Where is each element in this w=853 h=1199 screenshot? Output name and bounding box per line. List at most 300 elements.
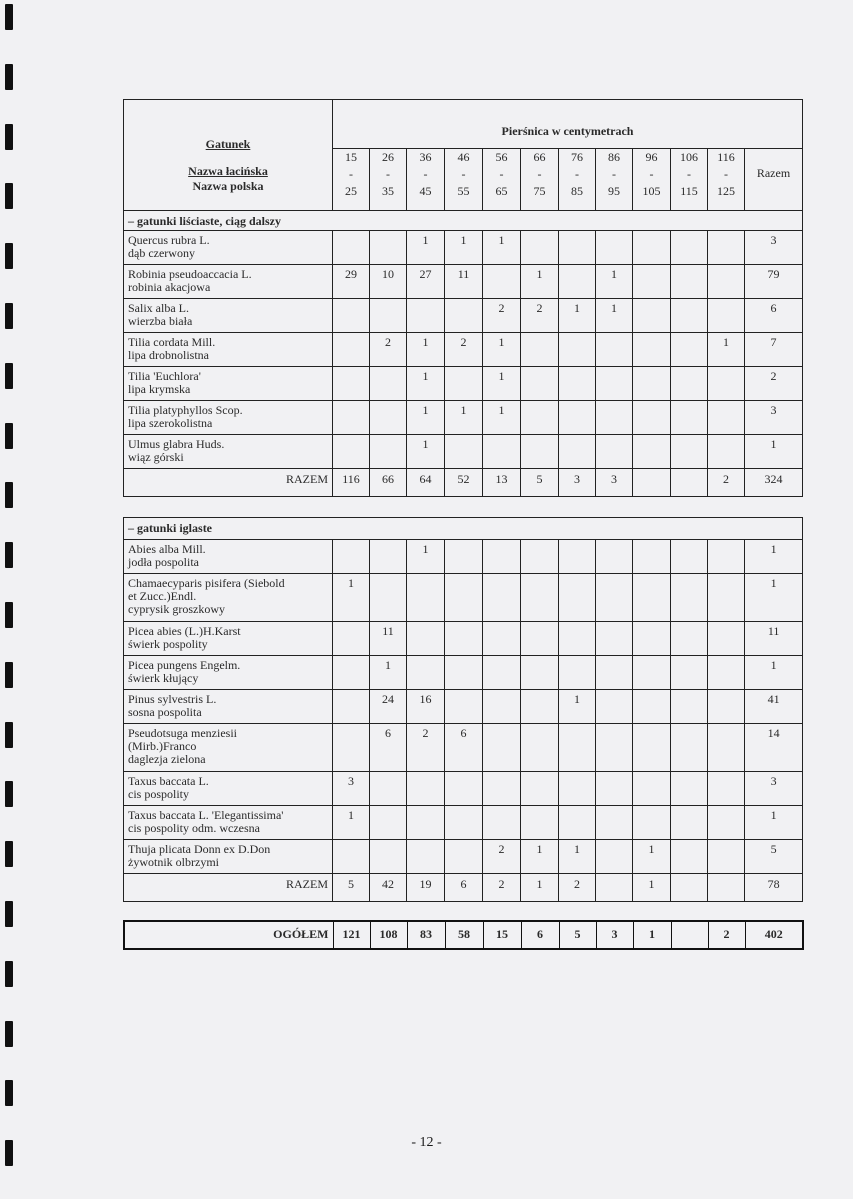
count-cell: [596, 690, 633, 724]
count-cell: [559, 401, 596, 435]
species-name-cell: [124, 574, 333, 622]
count-cell: [633, 299, 671, 333]
count-cell: [633, 231, 671, 265]
count-cell: [671, 401, 708, 435]
binding-ring: [5, 662, 13, 688]
species-name-cell: [124, 367, 333, 401]
count-cell: [633, 333, 671, 367]
latin-name: Taxus baccata L.: [128, 774, 209, 788]
range-to: 55: [457, 184, 470, 198]
count-cell: [671, 840, 708, 874]
count-cell: [559, 806, 596, 840]
range-from: 15: [345, 150, 357, 164]
count-cell: 1: [407, 435, 445, 469]
row-total-cell: 6: [745, 299, 803, 333]
grand-total-cell: 5: [559, 921, 596, 949]
count-cell: [708, 656, 745, 690]
count-cell: [445, 772, 483, 806]
count-cell: [671, 690, 708, 724]
latin-name: Pseudotsuga menziesii: [128, 726, 237, 740]
count-cell: [333, 656, 370, 690]
polish-name: cis pospolity: [128, 787, 190, 801]
count-cell: 29: [333, 265, 370, 299]
count-cell: [370, 231, 407, 265]
count-cell: 1: [596, 265, 633, 299]
binding-ring: [5, 243, 13, 269]
count-cell: [333, 724, 370, 772]
count-cell: [521, 574, 559, 622]
section-coniferous-title: – gatunki iglaste: [124, 518, 803, 540]
species-name-cell: [124, 690, 333, 724]
grand-total-cell: 2: [708, 921, 745, 949]
count-cell: [483, 540, 521, 574]
count-cell: [483, 435, 521, 469]
section-deciduous-title: – gatunki liściaste, ciąg dalszy: [124, 211, 803, 231]
count-cell: [407, 806, 445, 840]
species-row: [124, 231, 803, 265]
row-total-cell: 1: [745, 806, 803, 840]
count-cell: [370, 806, 407, 840]
polish-name: lipa drobnolistna: [128, 348, 209, 362]
range-from: 26: [382, 150, 394, 164]
count-cell: [483, 772, 521, 806]
count-cell: [708, 265, 745, 299]
range-from: 86: [608, 150, 620, 164]
range-to: 115: [680, 184, 698, 198]
polish-name-header: Nazwa polska: [192, 178, 264, 193]
count-cell: [633, 540, 671, 574]
row-total-cell: 3: [745, 772, 803, 806]
section-total-cell: [708, 874, 745, 902]
species-row: [124, 840, 803, 874]
section-total-cell: 2: [483, 874, 521, 902]
species-header: [124, 100, 333, 211]
binding-ring: [5, 183, 13, 209]
count-cell: [559, 265, 596, 299]
count-cell: [559, 231, 596, 265]
count-cell: [407, 840, 445, 874]
count-cell: [370, 367, 407, 401]
species-row: [124, 367, 803, 401]
count-cell: [671, 299, 708, 333]
count-cell: 1: [559, 840, 596, 874]
count-cell: [445, 806, 483, 840]
species-row: [124, 772, 803, 806]
count-cell: [633, 656, 671, 690]
count-cell: [333, 231, 370, 265]
count-cell: [596, 622, 633, 656]
coniferous-species-table: [123, 517, 803, 902]
count-cell: [483, 656, 521, 690]
polish-name: świerk kłujący: [128, 671, 199, 685]
row-total-cell: 3: [745, 401, 803, 435]
polish-name: jodła pospolita: [128, 555, 199, 569]
count-cell: 11: [370, 622, 407, 656]
species-row: [124, 656, 803, 690]
species-row: [124, 435, 803, 469]
polish-name: wierzba biała: [128, 314, 193, 328]
count-cell: 1: [521, 840, 559, 874]
count-cell: [708, 806, 745, 840]
dbh-range-header: [596, 149, 633, 211]
polish-name: sosna pospolita: [128, 705, 202, 719]
species-name-cell: [124, 333, 333, 367]
count-cell: [596, 540, 633, 574]
count-cell: [671, 231, 708, 265]
count-cell: [596, 401, 633, 435]
range-to: 125: [717, 184, 735, 198]
count-cell: [596, 772, 633, 806]
section-total-label: RAZEM: [124, 469, 333, 497]
count-cell: [521, 724, 559, 772]
range-dash: -: [724, 167, 728, 181]
range-from: 46: [457, 150, 470, 164]
grand-total-cell: 58: [445, 921, 483, 949]
section-total-cell: 2: [559, 874, 596, 902]
section-total-cell: [633, 469, 671, 497]
dbh-range-header: [559, 149, 596, 211]
dbh-range-header: [483, 149, 521, 211]
count-cell: 1: [445, 231, 483, 265]
binding-ring: [5, 363, 13, 389]
gatunek-header: Gatunek: [205, 136, 251, 151]
section-total-label: RAZEM: [124, 874, 333, 902]
count-cell: [708, 574, 745, 622]
polish-name: lipa szerokolistna: [128, 416, 213, 430]
count-cell: [671, 333, 708, 367]
count-cell: 1: [559, 299, 596, 333]
row-total-cell: 7: [745, 333, 803, 367]
range-dash: -: [687, 167, 691, 181]
latin-name: Picea pungens Engelm.: [128, 658, 241, 672]
grand-total-cell: 6: [521, 921, 559, 949]
polish-name: cis pospolity odm. wczesna: [128, 821, 260, 835]
count-cell: [633, 724, 671, 772]
range-dash: -: [575, 167, 579, 181]
row-total-cell: 79: [745, 265, 803, 299]
polish-name: cyprysik groszkowy: [128, 602, 225, 616]
count-cell: [671, 265, 708, 299]
count-cell: [445, 656, 483, 690]
count-cell: [370, 299, 407, 333]
count-cell: [370, 435, 407, 469]
binding-ring: [5, 602, 13, 628]
range-dash: -: [649, 167, 654, 181]
species-row: [124, 724, 803, 772]
species-row: [124, 299, 803, 333]
count-cell: 1: [521, 265, 559, 299]
dbh-range-header: [521, 149, 559, 211]
count-cell: [521, 231, 559, 265]
latin-name: Thuja plicata Donn ex D.Don: [128, 842, 271, 856]
count-cell: 1: [407, 401, 445, 435]
count-cell: [370, 772, 407, 806]
count-cell: 1: [483, 367, 521, 401]
section-total-cell: 3: [559, 469, 596, 497]
count-cell: [483, 265, 521, 299]
count-cell: [521, 401, 559, 435]
count-cell: [445, 840, 483, 874]
count-cell: [445, 690, 483, 724]
range-from: 76: [571, 150, 583, 164]
species-row: [124, 265, 803, 299]
species-row: [124, 806, 803, 840]
count-cell: [483, 622, 521, 656]
count-cell: [633, 690, 671, 724]
binding-ring: [5, 482, 13, 508]
razem-header: Razem: [745, 149, 803, 211]
section-total-row: [124, 469, 803, 497]
count-cell: [521, 333, 559, 367]
count-cell: [407, 772, 445, 806]
count-cell: [708, 401, 745, 435]
latin-name: Salix alba L.: [128, 301, 189, 315]
section-total-cell: 13: [483, 469, 521, 497]
count-cell: [521, 435, 559, 469]
count-cell: [333, 367, 370, 401]
count-cell: [559, 333, 596, 367]
count-cell: [559, 622, 596, 656]
species-name-cell: [124, 540, 333, 574]
count-cell: [596, 367, 633, 401]
section-total-cell: 66: [370, 469, 407, 497]
latin-name: Picea abies (L.)H.Karst: [128, 624, 241, 638]
latin-name: Tilia platyphyllos Scop.: [128, 403, 243, 417]
count-cell: [370, 840, 407, 874]
row-total-cell: 11: [745, 622, 803, 656]
range-from: 116: [717, 150, 735, 164]
count-cell: [633, 367, 671, 401]
dbh-range-header: [671, 149, 708, 211]
count-cell: [521, 367, 559, 401]
count-cell: 2: [521, 299, 559, 333]
count-cell: 16: [407, 690, 445, 724]
count-cell: 1: [483, 231, 521, 265]
species-name-cell: [124, 840, 333, 874]
binding-ring: [5, 423, 13, 449]
section-total-cell: 1: [633, 874, 671, 902]
binding-ring: [5, 722, 13, 748]
count-cell: [596, 231, 633, 265]
count-cell: [445, 367, 483, 401]
section-grand-cell: 324: [745, 469, 803, 497]
count-cell: [333, 622, 370, 656]
count-cell: [633, 772, 671, 806]
count-cell: [483, 724, 521, 772]
range-to: 105: [642, 184, 661, 198]
deciduous-species-table: [123, 99, 803, 497]
range-to: 75: [533, 184, 546, 198]
count-cell: [483, 574, 521, 622]
latin-name-header: Nazwa łacińska: [188, 163, 268, 178]
count-cell: 2: [407, 724, 445, 772]
count-cell: [671, 574, 708, 622]
count-cell: [521, 772, 559, 806]
count-cell: 27: [407, 265, 445, 299]
dbh-range-header: [633, 149, 671, 211]
count-cell: [671, 367, 708, 401]
count-cell: [596, 806, 633, 840]
count-cell: 1: [407, 367, 445, 401]
range-to: 65: [495, 184, 508, 198]
count-cell: [596, 840, 633, 874]
polish-name: dąb czerwony: [128, 246, 195, 260]
count-cell: [671, 540, 708, 574]
range-dash: -: [612, 167, 616, 181]
polish-name: żywotnik olbrzymi: [128, 855, 219, 869]
latin-name: Ulmus glabra Huds.: [128, 437, 225, 451]
count-cell: 1: [407, 231, 445, 265]
species-row: [124, 622, 803, 656]
row-total-cell: 1: [745, 574, 803, 622]
grand-total-label: OGÓŁEM: [124, 921, 333, 949]
count-cell: [596, 574, 633, 622]
row-total-cell: 5: [745, 840, 803, 874]
dbh-header-label: Pierśnica w centymetrach: [501, 123, 634, 138]
count-cell: [708, 435, 745, 469]
count-cell: 2: [483, 299, 521, 333]
count-cell: [559, 540, 596, 574]
count-cell: [708, 540, 745, 574]
count-cell: 1: [370, 656, 407, 690]
row-total-cell: 3: [745, 231, 803, 265]
row-total-cell: 1: [745, 656, 803, 690]
count-cell: [708, 231, 745, 265]
count-cell: [445, 622, 483, 656]
grand-total-cell: [671, 921, 708, 949]
species-row: [124, 690, 803, 724]
section-total-cell: 1: [521, 874, 559, 902]
count-cell: 1: [559, 690, 596, 724]
binding-ring: [5, 64, 13, 90]
count-cell: 1: [333, 574, 370, 622]
binding-ring: [5, 4, 13, 30]
count-cell: [671, 806, 708, 840]
row-total-cell: 1: [745, 435, 803, 469]
count-cell: [407, 574, 445, 622]
count-cell: [708, 724, 745, 772]
polish-name: lipa krymska: [128, 382, 191, 396]
latin-name: et Zucc.)Endl.: [128, 589, 197, 603]
species-row: [124, 401, 803, 435]
page-number: - 12 -: [411, 1135, 442, 1150]
section-total-cell: 6: [445, 874, 483, 902]
binding-ring: [5, 901, 13, 927]
row-total-cell: 41: [745, 690, 803, 724]
section-grand-cell: 78: [745, 874, 803, 902]
spiral-binding: [2, 0, 16, 1199]
count-cell: [559, 574, 596, 622]
section-total-cell: [596, 874, 633, 902]
count-cell: [708, 690, 745, 724]
count-cell: [445, 574, 483, 622]
count-cell: 6: [445, 724, 483, 772]
dbh-range-header: [708, 149, 745, 211]
range-from: 66: [533, 150, 546, 164]
species-name-cell: [124, 435, 333, 469]
count-cell: 1: [407, 333, 445, 367]
range-dash: -: [461, 167, 466, 181]
count-cell: [671, 435, 708, 469]
section-total-cell: 19: [407, 874, 445, 902]
dbh-header: [333, 100, 803, 149]
count-cell: [333, 401, 370, 435]
count-cell: [407, 299, 445, 333]
count-cell: [521, 540, 559, 574]
range-to: 95: [608, 184, 620, 198]
count-cell: [333, 299, 370, 333]
binding-ring: [5, 841, 13, 867]
count-cell: [596, 435, 633, 469]
latin-name: Robinia pseudoaccacia L.: [128, 267, 252, 281]
count-cell: 10: [370, 265, 407, 299]
count-cell: [483, 690, 521, 724]
species-row: [124, 333, 803, 367]
section-total-cell: 5: [521, 469, 559, 497]
species-name-cell: [124, 265, 333, 299]
row-total-cell: 14: [745, 724, 803, 772]
binding-ring: [5, 781, 13, 807]
count-cell: [633, 806, 671, 840]
count-cell: [521, 690, 559, 724]
count-cell: [333, 540, 370, 574]
count-cell: 2: [445, 333, 483, 367]
count-cell: [521, 806, 559, 840]
range-to: 35: [382, 184, 394, 198]
section-total-cell: [671, 874, 708, 902]
grand-total-cell: 121: [333, 921, 370, 949]
latin-name: Abies alba Mill.: [128, 542, 206, 556]
section-total-cell: 2: [708, 469, 745, 497]
count-cell: [633, 401, 671, 435]
section-total-cell: 116: [333, 469, 370, 497]
species-name-cell: [124, 401, 333, 435]
section-total-cell: [671, 469, 708, 497]
species-name-cell: [124, 724, 333, 772]
count-cell: [445, 435, 483, 469]
species-row: [124, 574, 803, 622]
section-total-cell: 64: [407, 469, 445, 497]
latin-name: (Mirb.)Franco: [128, 739, 197, 753]
count-cell: 1: [445, 401, 483, 435]
polish-name: wiąz górski: [128, 450, 184, 464]
count-cell: [671, 772, 708, 806]
count-cell: [708, 772, 745, 806]
range-dash: -: [349, 167, 353, 181]
section-total-cell: 3: [596, 469, 633, 497]
count-cell: 6: [370, 724, 407, 772]
count-cell: 2: [483, 840, 521, 874]
section-total-row: [124, 874, 803, 902]
range-to: 85: [571, 184, 583, 198]
section-total-cell: 5: [333, 874, 370, 902]
species-name-cell: [124, 656, 333, 690]
range-from: 96: [645, 150, 658, 164]
binding-ring: [5, 961, 13, 987]
count-cell: [708, 299, 745, 333]
range-dash: -: [423, 167, 428, 181]
polish-name: świerk pospolity: [128, 637, 208, 651]
grand-total-cell: 1: [633, 921, 671, 949]
count-cell: [708, 622, 745, 656]
count-cell: [559, 367, 596, 401]
count-cell: [596, 333, 633, 367]
count-cell: 1: [483, 333, 521, 367]
count-cell: 1: [407, 540, 445, 574]
count-cell: [633, 622, 671, 656]
count-cell: 1: [708, 333, 745, 367]
row-total-cell: 1: [745, 540, 803, 574]
